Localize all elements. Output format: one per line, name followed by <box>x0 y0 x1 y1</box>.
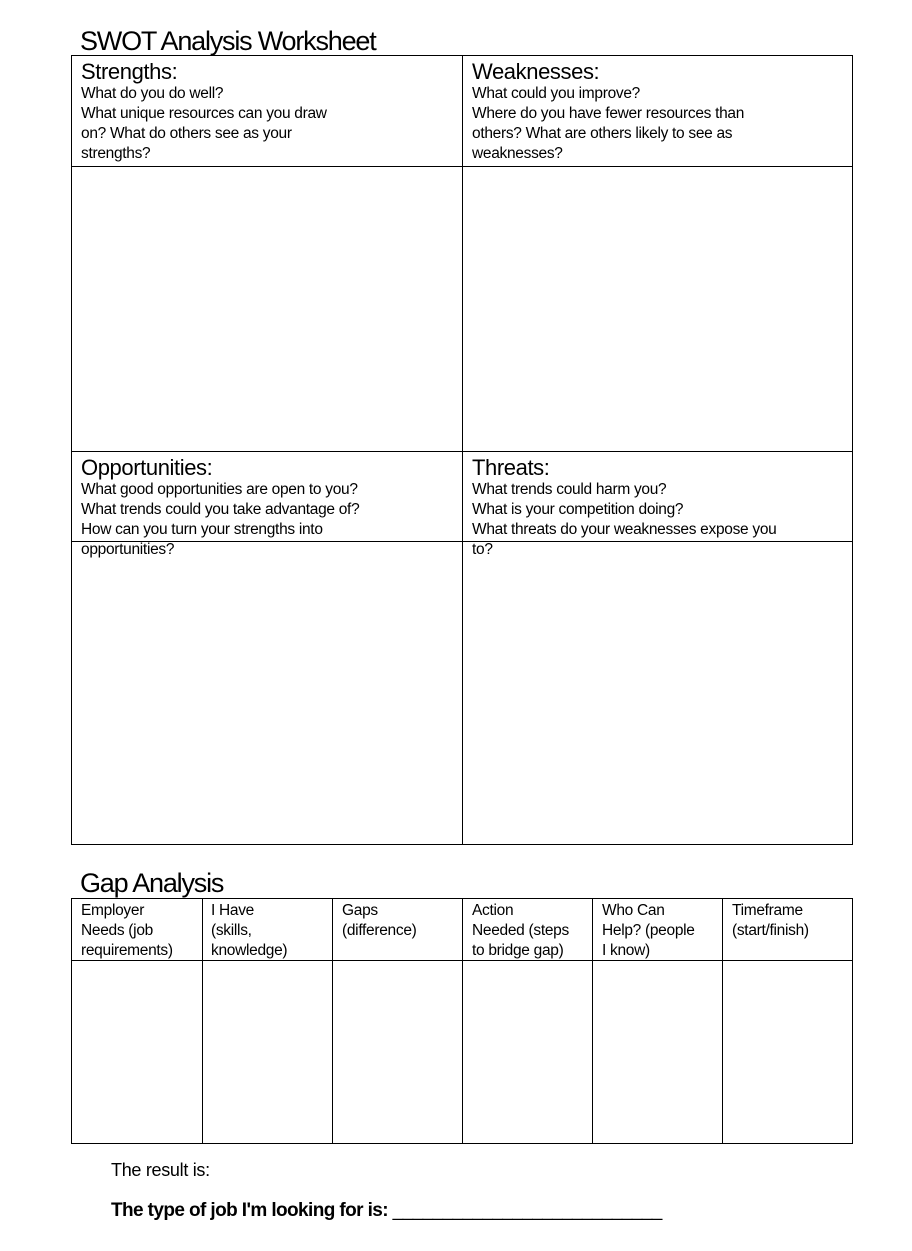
opportunities-quadrant <box>81 456 456 560</box>
page-title: SWOT Analysis Worksheet <box>80 26 376 56</box>
strengths-quadrant <box>81 60 451 164</box>
weaknesses-quadrant <box>472 60 847 164</box>
strengths-heading: Strengths: <box>81 59 178 84</box>
gap-column-header-gaps: Gaps (difference) <box>342 902 417 939</box>
threats-quadrant <box>472 456 850 560</box>
gap-answer-who-can-help[interactable] <box>593 961 722 1143</box>
gap-column-header-action-needed: Action Needed (steps to bridge gap) <box>472 902 569 959</box>
job-type-blank[interactable]: ___________________________ <box>392 1200 662 1221</box>
gap-analysis-title: Gap Analysis <box>80 868 224 898</box>
gap-column-header-timeframe: Timeframe (start/finish) <box>732 902 809 939</box>
weaknesses-answer-area[interactable] <box>463 167 852 451</box>
job-type-label: The type of job I'm looking for is: <box>111 1200 388 1221</box>
strengths-questions: What do you do well? What unique resources can you draw on? What do others see as your strengths? <box>81 85 327 162</box>
job-type-line <box>111 1200 662 1222</box>
gap-answer-employer-needs[interactable] <box>72 961 202 1143</box>
gap-answer-timeframe[interactable] <box>723 961 852 1143</box>
weaknesses-heading: Weaknesses: <box>472 59 600 84</box>
gap-answer-gaps[interactable] <box>333 961 462 1143</box>
gap-column-header-employer-needs: Employer Needs (job requirements) <box>81 902 173 959</box>
gap-answer-i-have[interactable] <box>203 961 332 1143</box>
weaknesses-questions: What could you improve? Where do you have fewer resources than others? What are others likely to see as weaknesses? <box>472 85 745 162</box>
swot-grid <box>71 55 853 845</box>
swot-middle-divider <box>72 451 852 452</box>
threats-heading: Threats: <box>472 455 550 480</box>
gap-column-header-who-can-help: Who Can Help? (people I know) <box>602 902 695 959</box>
threats-answer-area[interactable] <box>463 562 852 844</box>
opportunities-heading: Opportunities: <box>81 455 213 480</box>
gap-analysis-table <box>71 898 853 1144</box>
strengths-answer-area[interactable] <box>72 167 462 451</box>
opportunities-questions: What good opportunities are open to you? What trends could you take advantage of? How can you turn your strengths into opportunities? <box>81 481 360 558</box>
threats-questions: What trends could harm you? What is your competition doing? What threats do your weaknesses expose you to? <box>472 481 777 558</box>
gap-column-header-i-have: I Have (skills, knowledge) <box>211 902 288 959</box>
result-label: The result is: <box>111 1160 210 1180</box>
opportunities-answer-area[interactable] <box>72 562 462 844</box>
gap-answer-action-needed[interactable] <box>463 961 592 1143</box>
